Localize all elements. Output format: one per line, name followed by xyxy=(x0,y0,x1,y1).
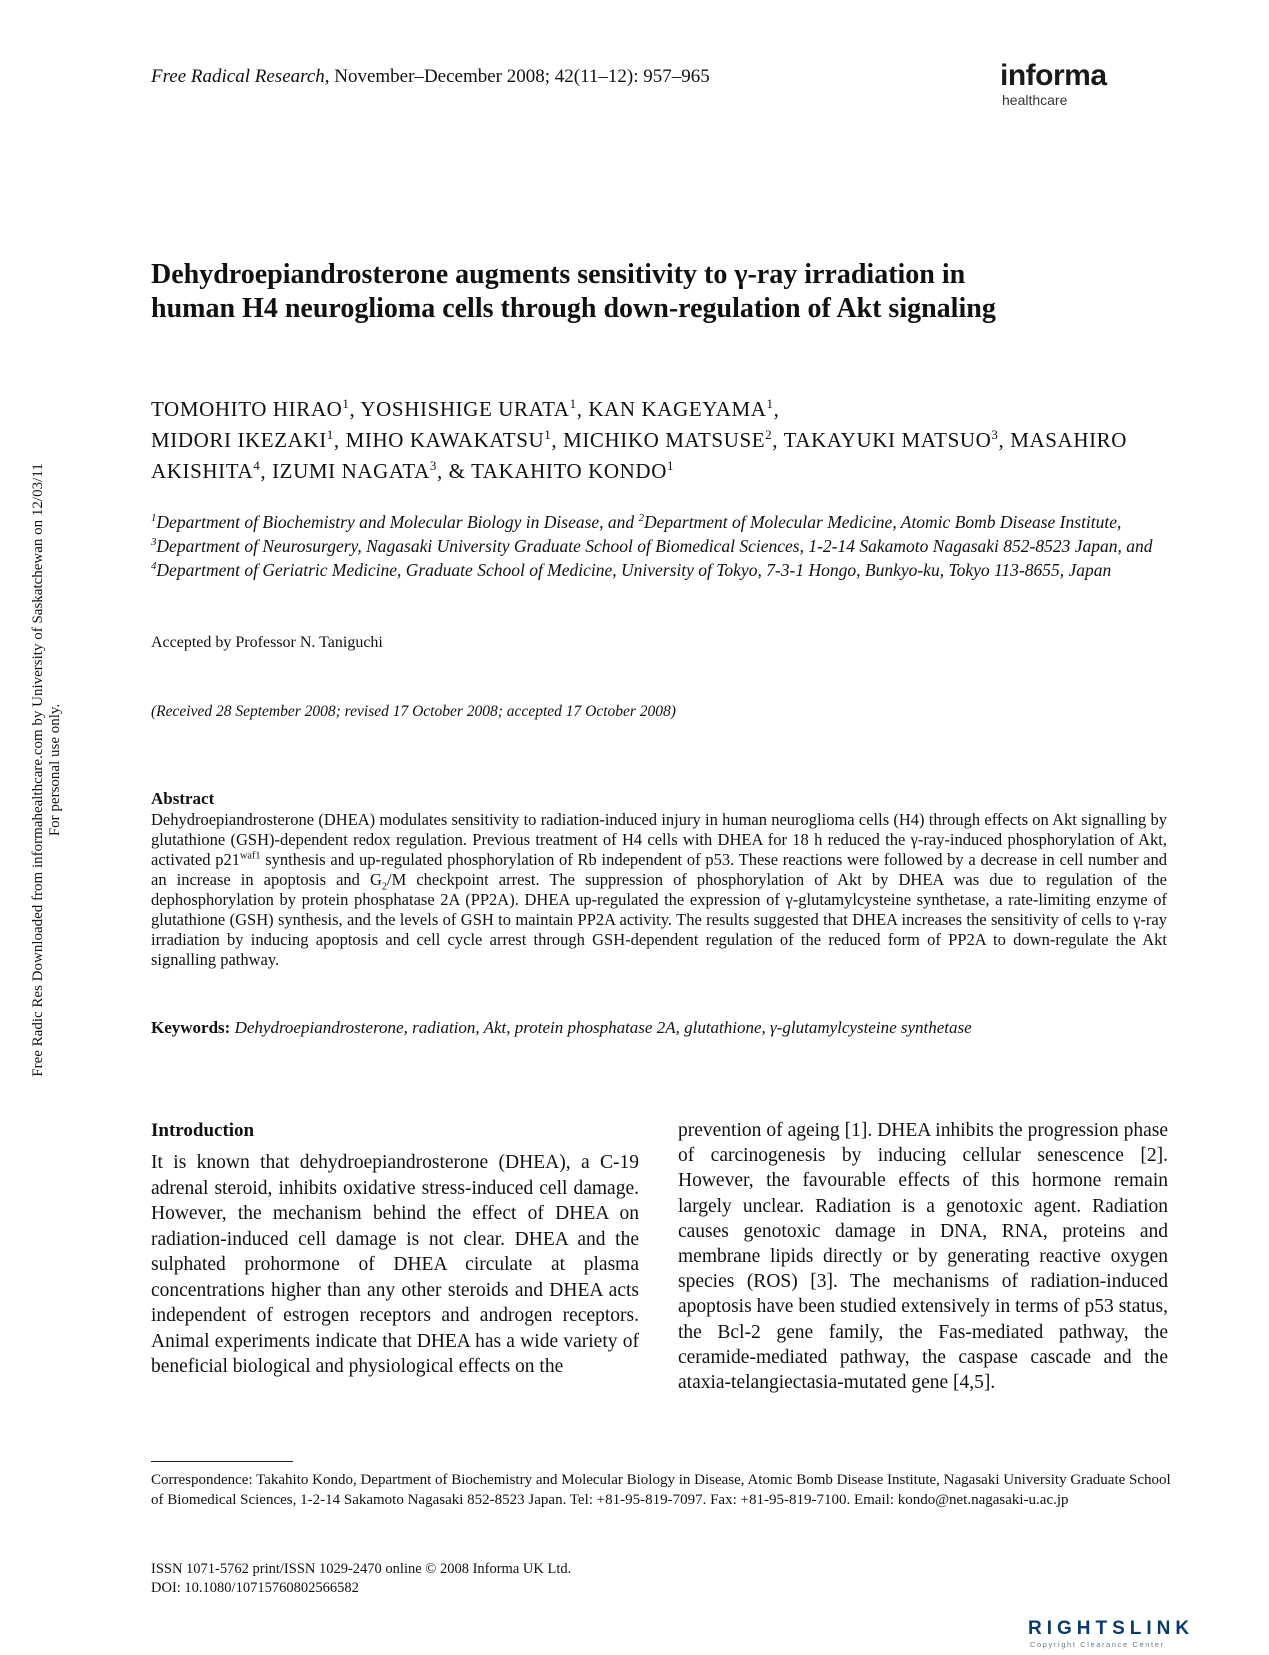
publisher-logo xyxy=(1000,60,1170,108)
author xyxy=(272,459,471,483)
author xyxy=(471,459,674,483)
author xyxy=(151,397,360,421)
author-name: TOMOHITO HIRAO xyxy=(151,397,343,421)
author-name: MICHIKO MATSUSE xyxy=(563,428,766,452)
affiliation-number: 1 xyxy=(151,512,157,525)
author-separator: , xyxy=(333,428,346,452)
introduction-text-right: prevention of ageing [1]. DHEA inhibits the progression phase of carcinogenesis by inducing cellular senescence [2]. However, the favourable effects of this hormone remain largely unclear. Radiation is a genotoxic agent. Radiation causes genotoxic damage in DNA, RNA, proteins and membrane lipids directly or by generating reactive oxygen species (ROS) [3]. The mechanisms of radiation-induced apoptosis have been studied extensively in terms of p53 status, the Bcl-2 gene family, the Fas-mediated pathway, the ceramide-mediated pathway, the caspase cascade and the ataxia-telangiectasia-mutated gene [4,5]. xyxy=(678,1120,1168,1394)
author-affiliation-mark: 1 xyxy=(326,427,334,442)
download-notice-line2: For personal use only. xyxy=(47,703,63,837)
affiliation-text: Department of Geriatric Medicine, Graduate School of Medicine, University of Tokyo, 7-3-1 Hongo, Bunkyo-ku, Tokyo 113-8655, Japan xyxy=(156,560,1112,580)
author-affiliation-mark: 3 xyxy=(429,458,437,473)
author xyxy=(784,428,1011,452)
download-notice-line1: Free Radic Res Downloaded from informahealthcare.com by University of Saskatchewan on 12/03/11 xyxy=(30,463,46,1077)
keywords-label: Keywords: xyxy=(151,1018,231,1037)
author-separator: , xyxy=(576,397,589,421)
author-name: YOSHISHIGE URATA xyxy=(360,397,570,421)
affiliation-text: Department of Molecular Medicine, Atomic Bomb Disease Institute, xyxy=(643,512,1122,532)
author-separator: , xyxy=(551,428,564,452)
author-name: IZUMI NAGATA xyxy=(272,459,430,483)
rightslink-subtext: Copyright Clearance Center xyxy=(1030,1640,1165,1649)
download-notice xyxy=(30,320,64,1220)
abstract-superscript: waf1 xyxy=(240,850,261,862)
author-affiliation-mark: 1 xyxy=(342,396,350,411)
footnote-rule xyxy=(151,1461,293,1462)
rightslink-logo-graphic xyxy=(1028,1614,1253,1650)
author-affiliation-mark: 4 xyxy=(253,458,261,473)
author-affiliation-mark: 1 xyxy=(569,396,577,411)
author xyxy=(151,428,346,452)
affiliation-number: 2 xyxy=(638,512,644,525)
author-separator: , xyxy=(260,459,273,483)
author-affiliation-mark: 1 xyxy=(666,458,675,473)
affiliation-text: Department of Neurosurgery, Nagasaki University Graduate School of Biomedical Sciences, 1-2-14 Sakamoto Nagasaki 852-8523 Japan, and xyxy=(156,536,1153,556)
journal-citation xyxy=(151,66,710,88)
journal-name: Free Radical Research xyxy=(151,66,325,87)
abstract-subscript: 2 xyxy=(381,881,388,893)
author xyxy=(588,397,779,421)
author-affiliation-mark: 2 xyxy=(765,427,773,442)
column-right xyxy=(678,1118,1168,1395)
rightslink-text: RIGHTSLINK xyxy=(1028,1618,1195,1639)
doi: DOI: 10.1080/10715760802566582 xyxy=(151,1580,359,1596)
author-name: TAKAHITO KONDO xyxy=(471,459,667,483)
title-line: human H4 neuroglioma cells through down-regulation of Akt signaling xyxy=(151,293,996,324)
affiliations xyxy=(151,510,1181,582)
author xyxy=(563,428,784,452)
abstract-part: /M checkpoint arrest. The suppression of phosphorylation of Akt by DHEA was due to regulation of the dephosphorylation by protein phosphatase 2A (PP2A). DHEA up-regulated the expression of γ-glutamylcysteine synthetase, a rate-limiting enzyme of glutathione (GSH) synthesis, and the levels of GSH to maintain PP2A activity. The results suggested that DHEA increases the sensitivity of cells to γ-ray irradiation by inducing apoptosis and cell cycle arrest through GSH-dependent regulation of the reduced form of PP2A to down-regulate the Akt signalling pathway. xyxy=(151,870,1167,969)
keywords-text: Dehydroepiandrosterone, radiation, Akt, protein phosphatase 2A, glutathione, γ-glutamylcysteine synthetase xyxy=(230,1018,972,1037)
column-left xyxy=(151,1118,639,1380)
issn: ISSN 1071-5762 print/ISSN 1029-2470 online © 2008 Informa UK Ltd. xyxy=(151,1561,572,1577)
article-title xyxy=(151,258,1181,326)
affiliation-text: Department of Biochemistry and Molecular Biology in Disease, and xyxy=(156,512,639,532)
abstract-part: synthesis and up-regulated phosphorylation of Rb independent of p53. These reactions were followed by a decrease in cell number and an increase in apoptosis and G xyxy=(151,850,1168,889)
author-name: MIDORI IKEZAKI xyxy=(151,428,327,452)
author xyxy=(346,428,563,452)
author-name: MIHO KAWAKATSU xyxy=(345,428,545,452)
affiliation-number: 4 xyxy=(151,560,157,573)
journal-issue: , November–December 2008; 42(11–12): 957–965 xyxy=(324,66,710,87)
received-dates: (Received 28 September 2008; revised 17 October 2008; accepted 17 October 2008) xyxy=(151,703,676,720)
publisher-logo-name: informa xyxy=(1000,59,1107,92)
author-name: KAN KAGEYAMA xyxy=(588,397,767,421)
author-name: TAKAYUKI MATSUO xyxy=(783,428,992,452)
affiliation-number: 3 xyxy=(151,536,157,549)
introduction-text-left: It is known that dehydroepiandrosterone (DHEA), a C-19 adrenal steroid, inhibits oxidative stress-induced cell damage. However, the mechanism behind the effect of DHEA on radiation-induced cell damage is not clear. DHEA and the sulphated prohormone of DHEA circulate at plasma concentrations higher than any other steroids and DHEA acts independent of estrogen receptors and androgen receptors. Animal experiments indicate that DHEA has a wide variety of beneficial biological and physiological effects on the xyxy=(151,1152,639,1377)
author-affiliation-mark: 1 xyxy=(544,427,552,442)
accepted-by: Accepted by Professor N. Taniguchi xyxy=(151,634,383,651)
correspondence: Correspondence: Takahito Kondo, Department of Biochemistry and Molecular Biology in Disease, Atomic Bomb Disease Institute, Nagasaki University Graduate School of Biomedical Sciences, 1-2-14 Sakamoto Nagasaki 852-8523 Japan. Tel: +81-95-819-7097. Fax: +81-95-819-7100. Email: kondo@net.nagasaki-u.ac.jp xyxy=(151,1472,1171,1508)
author-separator: , xyxy=(349,397,361,421)
abstract-heading: Abstract xyxy=(151,789,215,808)
title-line: Dehydroepiandrosterone augments sensitivity to γ-ray irradiation in xyxy=(151,259,966,290)
keywords xyxy=(151,1018,1181,1038)
author-separator: , xyxy=(998,428,1011,452)
introduction-heading: Introduction xyxy=(151,1120,255,1141)
author-separator: , xyxy=(773,397,780,421)
author-separator: , xyxy=(772,428,784,452)
author-name: MASAHIRO AKISHITA xyxy=(151,428,1128,483)
rightslink-logo[interactable] xyxy=(1028,1614,1253,1650)
issn-doi xyxy=(151,1560,851,1598)
author-list xyxy=(151,394,1181,487)
abstract-part: Dehydroepiandrosterone (DHEA) modulates sensitivity to radiation-induced injury in human neuroglioma cells (H4) through effects on Akt signalling by glutathione (GSH)-dependent redox regulation. Previous treatment of H4 cells with DHEA for 18 h reduced the γ-ray-induced phosphorylation of Akt, activated p21 xyxy=(151,810,1167,869)
author xyxy=(360,397,588,421)
publisher-logo-sub: healthcare xyxy=(1002,92,1068,108)
author-separator: , & xyxy=(436,459,472,483)
abstract-text xyxy=(151,810,1167,970)
author-affiliation-mark: 3 xyxy=(991,427,999,442)
author-affiliation-mark: 1 xyxy=(766,396,774,411)
